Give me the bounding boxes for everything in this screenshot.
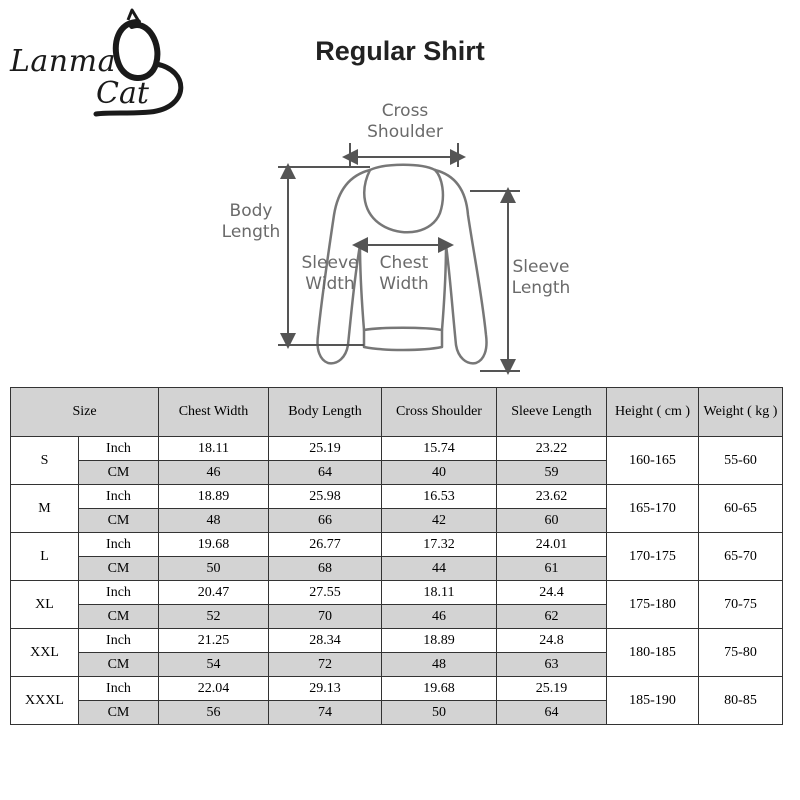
header-height: Height ( cm ) [607,388,699,437]
shirt-measurement-diagram [210,95,600,385]
table-row [11,581,783,605]
header-size: Size [11,388,159,437]
label-text: Sleeve [512,257,570,277]
chest-cell: 52 [159,605,269,629]
chest-cell: 20.47 [159,581,269,605]
weight-cell: 60-65 [699,485,783,533]
sleeve-cell: 23.22 [497,437,607,461]
unit-cell: Inch [79,581,159,605]
table-row [11,533,783,557]
shoulder-cell: 44 [382,557,497,581]
weight-cell: 80-85 [699,677,783,725]
label-text: Cross [381,101,429,121]
unit-cell: CM [79,509,159,533]
header-chest-width: Chest Width [159,388,269,437]
chest-cell: 22.04 [159,677,269,701]
unit-cell: Inch [79,533,159,557]
label-text: Sleeve [301,253,359,273]
header-cross-shoulder: Cross Shoulder [382,388,497,437]
height-cell: 175-180 [607,581,699,629]
shoulder-cell: 18.11 [382,581,497,605]
body-cell: 26.77 [269,533,382,557]
label-body-length [216,201,286,243]
label-chest-width [370,253,438,295]
page-title: Regular Shirt [315,36,485,66]
weight-cell: 75-80 [699,629,783,677]
label-text: Shoulder [367,122,443,142]
table-header-row [11,388,783,437]
body-cell: 74 [269,701,382,725]
sleeve-cell: 62 [497,605,607,629]
sleeve-cell: 24.01 [497,533,607,557]
chest-cell: 18.89 [159,485,269,509]
size-cell: XXL [11,629,79,677]
shoulder-cell: 19.68 [382,677,497,701]
body-cell: 66 [269,509,382,533]
chest-cell: 21.25 [159,629,269,653]
shoulder-cell: 48 [382,653,497,677]
chest-cell: 48 [159,509,269,533]
height-cell: 180-185 [607,629,699,677]
weight-cell: 65-70 [699,533,783,581]
label-cross-shoulder [360,101,450,143]
weight-cell: 55-60 [699,437,783,485]
header-sleeve-length: Sleeve Length [497,388,607,437]
table-row [11,677,783,701]
size-cell: XXXL [11,677,79,725]
table-row [11,629,783,653]
brand-name-line1: Lanma [10,44,116,79]
unit-cell: Inch [79,629,159,653]
sleeve-cell: 24.4 [497,581,607,605]
table-row [11,485,783,509]
sleeve-cell: 25.19 [497,677,607,701]
size-cell: S [11,437,79,485]
body-cell: 72 [269,653,382,677]
unit-cell: CM [79,605,159,629]
size-chart-table [10,387,783,725]
height-cell: 170-175 [607,533,699,581]
chest-cell: 19.68 [159,533,269,557]
body-cell: 70 [269,605,382,629]
chest-cell: 56 [159,701,269,725]
shoulder-cell: 17.32 [382,533,497,557]
unit-cell: CM [79,461,159,485]
body-cell: 25.98 [269,485,382,509]
brand-logo [0,0,200,125]
body-cell: 68 [269,557,382,581]
body-cell: 25.19 [269,437,382,461]
sleeve-cell: 61 [497,557,607,581]
unit-cell: CM [79,557,159,581]
label-text: Width [305,274,355,294]
header-weight: Weight ( kg ) [699,388,783,437]
label-text: Width [379,274,429,294]
height-cell: 160-165 [607,437,699,485]
chest-cell: 46 [159,461,269,485]
shoulder-cell: 42 [382,509,497,533]
size-cell: XL [11,581,79,629]
label-text: Chest [379,253,429,273]
sleeve-cell: 59 [497,461,607,485]
shoulder-cell: 46 [382,605,497,629]
sleeve-cell: 63 [497,653,607,677]
unit-cell: Inch [79,677,159,701]
shoulder-cell: 50 [382,701,497,725]
label-sleeve-width [294,253,366,295]
body-cell: 27.55 [269,581,382,605]
header-body-length: Body Length [269,388,382,437]
chest-cell: 54 [159,653,269,677]
sleeve-cell: 23.62 [497,485,607,509]
brand-name-line2: Cat [96,76,149,111]
unit-cell: CM [79,701,159,725]
size-cell: M [11,485,79,533]
table-row [11,437,783,461]
label-text: Length [511,278,571,298]
body-cell: 64 [269,461,382,485]
shoulder-cell: 40 [382,461,497,485]
sleeve-cell: 64 [497,701,607,725]
unit-cell: Inch [79,437,159,461]
sleeve-cell: 60 [497,509,607,533]
sleeve-cell: 24.8 [497,629,607,653]
height-cell: 165-170 [607,485,699,533]
unit-cell: Inch [79,485,159,509]
height-cell: 185-190 [607,677,699,725]
shoulder-cell: 15.74 [382,437,497,461]
shoulder-cell: 18.89 [382,629,497,653]
body-cell: 29.13 [269,677,382,701]
label-text: Body [229,201,273,221]
chest-cell: 50 [159,557,269,581]
label-text: Length [221,222,281,242]
shoulder-cell: 16.53 [382,485,497,509]
unit-cell: CM [79,653,159,677]
body-cell: 28.34 [269,629,382,653]
weight-cell: 70-75 [699,581,783,629]
label-sleeve-length [506,257,576,299]
size-cell: L [11,533,79,581]
chest-cell: 18.11 [159,437,269,461]
